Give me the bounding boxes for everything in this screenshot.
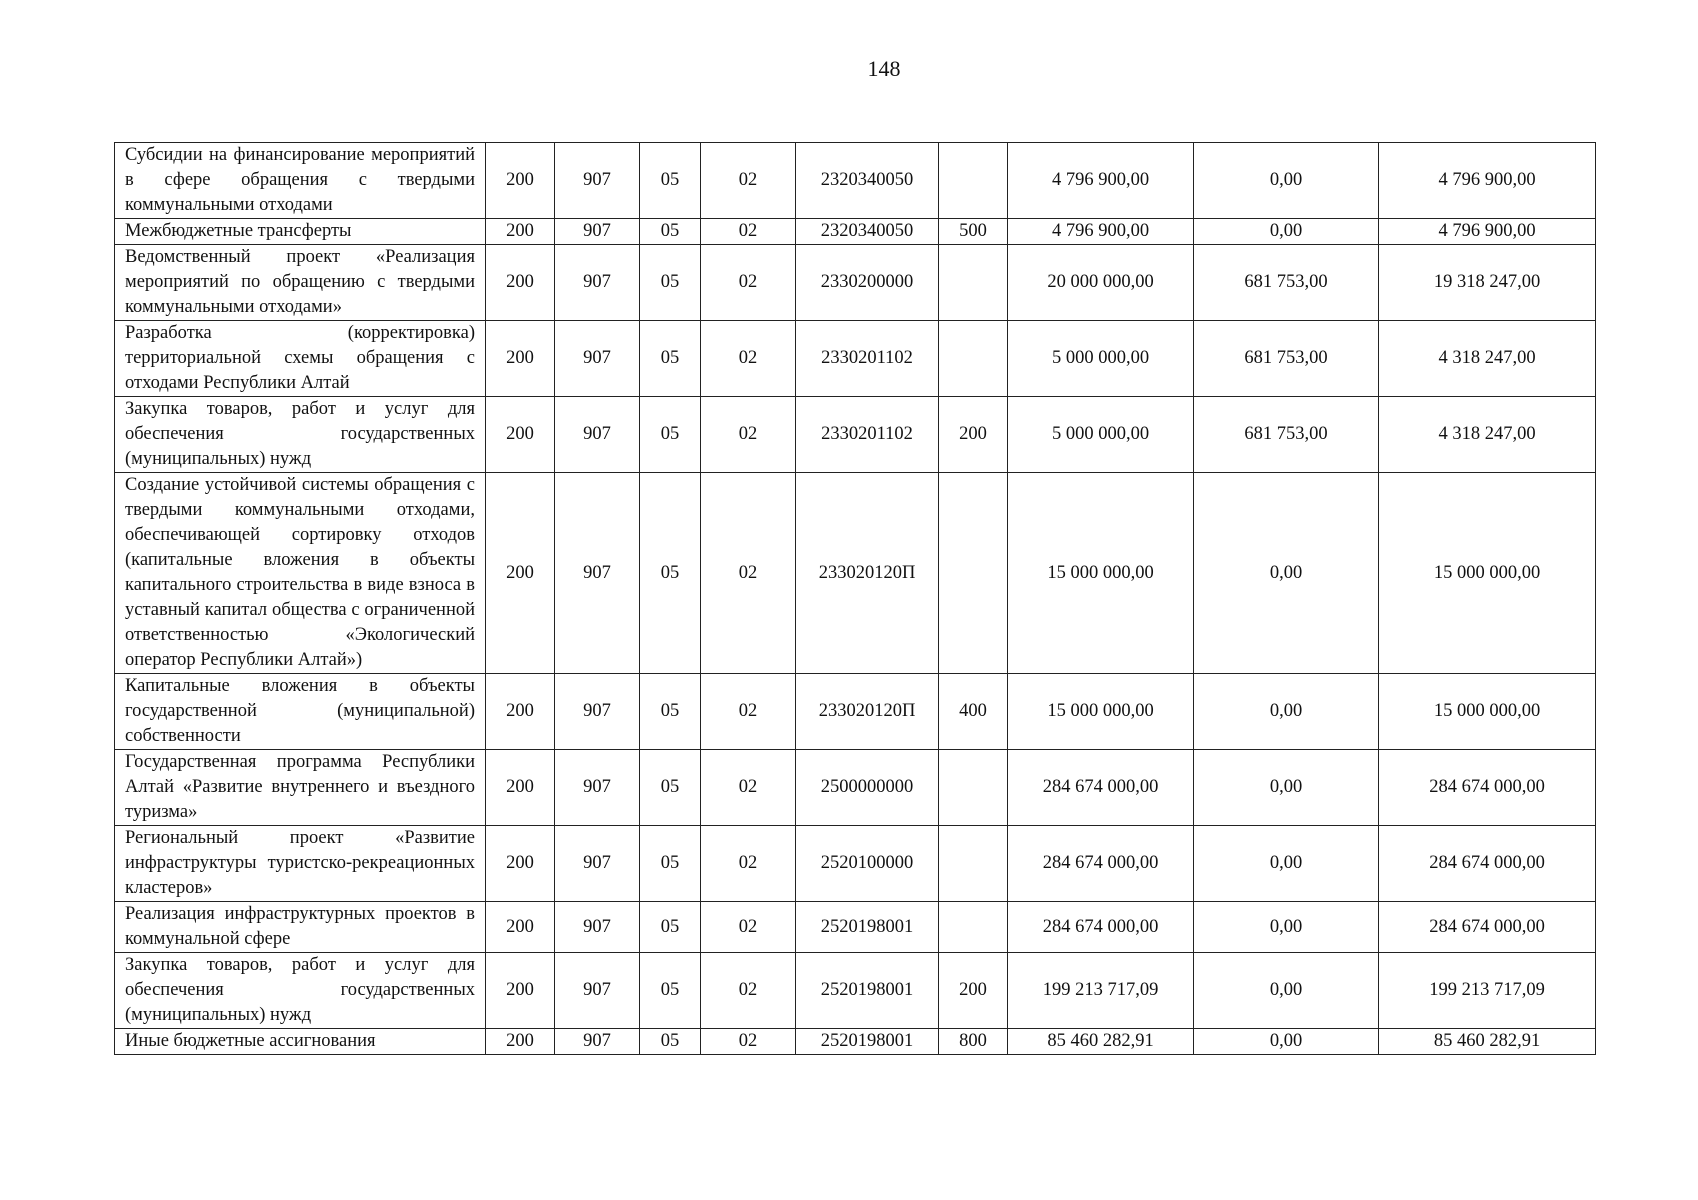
- row-grbs-cell: 907: [555, 245, 640, 321]
- row-ppp-cell: 200: [486, 143, 555, 219]
- row-grbs-cell: 907: [555, 473, 640, 674]
- row-name-cell: Межбюджетные трансферты: [115, 219, 486, 245]
- row-subsection-cell: 02: [701, 1029, 796, 1055]
- row-change-cell: 0,00: [1194, 1029, 1379, 1055]
- row-section-cell: 05: [640, 321, 701, 397]
- row-change-cell: 0,00: [1194, 219, 1379, 245]
- row-total-cell: 284 674 000,00: [1379, 826, 1596, 902]
- row-amount-cell: 15 000 000,00: [1008, 473, 1194, 674]
- row-ppp-cell: 200: [486, 321, 555, 397]
- row-total-cell: 4 318 247,00: [1379, 397, 1596, 473]
- row-total-cell: 15 000 000,00: [1379, 674, 1596, 750]
- row-amount-cell: 15 000 000,00: [1008, 674, 1194, 750]
- row-ppp-cell: 200: [486, 953, 555, 1029]
- row-section-cell: 05: [640, 1029, 701, 1055]
- row-target-article-cell: 233020120П: [796, 473, 939, 674]
- row-target-article-cell: 2520198001: [796, 902, 939, 953]
- row-change-cell: 0,00: [1194, 750, 1379, 826]
- row-expense-type-cell: [939, 143, 1008, 219]
- row-subsection-cell: 02: [701, 902, 796, 953]
- row-change-cell: 0,00: [1194, 143, 1379, 219]
- row-ppp-cell: 200: [486, 473, 555, 674]
- row-expense-type-cell: [939, 902, 1008, 953]
- table-body: [115, 143, 1596, 1055]
- row-grbs-cell: 907: [555, 397, 640, 473]
- row-amount-cell: 4 796 900,00: [1008, 143, 1194, 219]
- row-target-article-cell: 233020120П: [796, 674, 939, 750]
- row-name-cell: Разработка (корректировка) территориальной схемы обращения с отходами Республики Алтай: [115, 321, 486, 397]
- row-amount-cell: 5 000 000,00: [1008, 397, 1194, 473]
- row-change-cell: 681 753,00: [1194, 397, 1379, 473]
- row-total-cell: 4 318 247,00: [1379, 321, 1596, 397]
- row-subsection-cell: 02: [701, 953, 796, 1029]
- row-expense-type-cell: [939, 321, 1008, 397]
- row-expense-type-cell: 200: [939, 953, 1008, 1029]
- row-total-cell: 4 796 900,00: [1379, 143, 1596, 219]
- row-amount-cell: 199 213 717,09: [1008, 953, 1194, 1029]
- row-change-cell: 0,00: [1194, 902, 1379, 953]
- row-expense-type-cell: 200: [939, 397, 1008, 473]
- row-grbs-cell: 907: [555, 219, 640, 245]
- table-row: [115, 397, 1596, 473]
- row-change-cell: 0,00: [1194, 674, 1379, 750]
- row-target-article-cell: 2320340050: [796, 219, 939, 245]
- row-section-cell: 05: [640, 826, 701, 902]
- row-ppp-cell: 200: [486, 245, 555, 321]
- row-target-article-cell: 2500000000: [796, 750, 939, 826]
- row-section-cell: 05: [640, 902, 701, 953]
- row-total-cell: 284 674 000,00: [1379, 750, 1596, 826]
- row-name-cell: Капитальные вложения в объекты государственной (муниципальной) собственности: [115, 674, 486, 750]
- row-section-cell: 05: [640, 219, 701, 245]
- table-row: [115, 143, 1596, 219]
- row-grbs-cell: 907: [555, 321, 640, 397]
- row-ppp-cell: 200: [486, 219, 555, 245]
- row-subsection-cell: 02: [701, 674, 796, 750]
- row-total-cell: 284 674 000,00: [1379, 902, 1596, 953]
- row-subsection-cell: 02: [701, 826, 796, 902]
- row-ppp-cell: 200: [486, 750, 555, 826]
- row-total-cell: 19 318 247,00: [1379, 245, 1596, 321]
- row-expense-type-cell: 800: [939, 1029, 1008, 1055]
- row-name-cell: Закупка товаров, работ и услуг для обеспечения государственных (муниципальных) нужд: [115, 953, 486, 1029]
- table-row: [115, 245, 1596, 321]
- row-name-cell: Создание устойчивой системы обращения с твердыми коммунальными отходами, обеспечивающей сортировку отходов (капитальные вложения в объекты капитального строительства в виде взноса в уставный капитал общества с ограниченной ответственностью «Экологический оператор Республики Алтай»): [115, 473, 486, 674]
- row-change-cell: 681 753,00: [1194, 321, 1379, 397]
- row-amount-cell: 20 000 000,00: [1008, 245, 1194, 321]
- row-name-cell: Иные бюджетные ассигнования: [115, 1029, 486, 1055]
- table-row: [115, 219, 1596, 245]
- row-section-cell: 05: [640, 397, 701, 473]
- row-amount-cell: 5 000 000,00: [1008, 321, 1194, 397]
- table-row: [115, 1029, 1596, 1055]
- row-expense-type-cell: 500: [939, 219, 1008, 245]
- row-name-cell: Реализация инфраструктурных проектов в коммунальной сфере: [115, 902, 486, 953]
- row-section-cell: 05: [640, 674, 701, 750]
- table-row: [115, 321, 1596, 397]
- row-target-article-cell: 2520198001: [796, 1029, 939, 1055]
- row-subsection-cell: 02: [701, 473, 796, 674]
- row-expense-type-cell: [939, 245, 1008, 321]
- row-expense-type-cell: [939, 750, 1008, 826]
- row-section-cell: 05: [640, 143, 701, 219]
- table-row: [115, 750, 1596, 826]
- row-name-cell: Ведомственный проект «Реализация мероприятий по обращению с твердыми коммунальными отходами»: [115, 245, 486, 321]
- row-total-cell: 4 796 900,00: [1379, 219, 1596, 245]
- row-change-cell: 0,00: [1194, 953, 1379, 1029]
- row-section-cell: 05: [640, 953, 701, 1029]
- row-section-cell: 05: [640, 750, 701, 826]
- row-amount-cell: 284 674 000,00: [1008, 826, 1194, 902]
- row-grbs-cell: 907: [555, 674, 640, 750]
- row-amount-cell: 85 460 282,91: [1008, 1029, 1194, 1055]
- row-change-cell: 681 753,00: [1194, 245, 1379, 321]
- row-target-article-cell: 2520198001: [796, 953, 939, 1029]
- row-subsection-cell: 02: [701, 397, 796, 473]
- row-ppp-cell: 200: [486, 826, 555, 902]
- row-section-cell: 05: [640, 245, 701, 321]
- row-grbs-cell: 907: [555, 826, 640, 902]
- row-expense-type-cell: [939, 473, 1008, 674]
- row-change-cell: 0,00: [1194, 826, 1379, 902]
- page-number: 148: [867, 56, 901, 81]
- row-subsection-cell: 02: [701, 245, 796, 321]
- table-row: [115, 826, 1596, 902]
- row-subsection-cell: 02: [701, 219, 796, 245]
- row-section-cell: 05: [640, 473, 701, 674]
- row-total-cell: 15 000 000,00: [1379, 473, 1596, 674]
- row-amount-cell: 284 674 000,00: [1008, 902, 1194, 953]
- row-amount-cell: 284 674 000,00: [1008, 750, 1194, 826]
- row-subsection-cell: 02: [701, 143, 796, 219]
- row-name-cell: Региональный проект «Развитие инфраструктуры туристско-рекреационных кластеров»: [115, 826, 486, 902]
- row-name-cell: Государственная программа Республики Алтай «Развитие внутреннего и въездного туризма»: [115, 750, 486, 826]
- row-grbs-cell: 907: [555, 143, 640, 219]
- row-ppp-cell: 200: [486, 674, 555, 750]
- row-ppp-cell: 200: [486, 1029, 555, 1055]
- row-name-cell: Субсидии на финансирование мероприятий в сфере обращения с твердыми коммунальными отходами: [115, 143, 486, 219]
- row-target-article-cell: 2330200000: [796, 245, 939, 321]
- row-amount-cell: 4 796 900,00: [1008, 219, 1194, 245]
- row-target-article-cell: 2320340050: [796, 143, 939, 219]
- row-grbs-cell: 907: [555, 1029, 640, 1055]
- table-row: [115, 674, 1596, 750]
- budget-table: [114, 142, 1596, 1055]
- row-grbs-cell: 907: [555, 953, 640, 1029]
- row-expense-type-cell: [939, 826, 1008, 902]
- row-grbs-cell: 907: [555, 750, 640, 826]
- row-change-cell: 0,00: [1194, 473, 1379, 674]
- row-target-article-cell: 2520100000: [796, 826, 939, 902]
- row-subsection-cell: 02: [701, 321, 796, 397]
- table-row: [115, 953, 1596, 1029]
- row-target-article-cell: 2330201102: [796, 397, 939, 473]
- row-total-cell: 199 213 717,09: [1379, 953, 1596, 1029]
- row-grbs-cell: 907: [555, 902, 640, 953]
- table-row: [115, 902, 1596, 953]
- row-ppp-cell: 200: [486, 397, 555, 473]
- table-row: [115, 473, 1596, 674]
- row-ppp-cell: 200: [486, 902, 555, 953]
- row-subsection-cell: 02: [701, 750, 796, 826]
- row-expense-type-cell: 400: [939, 674, 1008, 750]
- row-total-cell: 85 460 282,91: [1379, 1029, 1596, 1055]
- row-target-article-cell: 2330201102: [796, 321, 939, 397]
- row-name-cell: Закупка товаров, работ и услуг для обеспечения государственных (муниципальных) нужд: [115, 397, 486, 473]
